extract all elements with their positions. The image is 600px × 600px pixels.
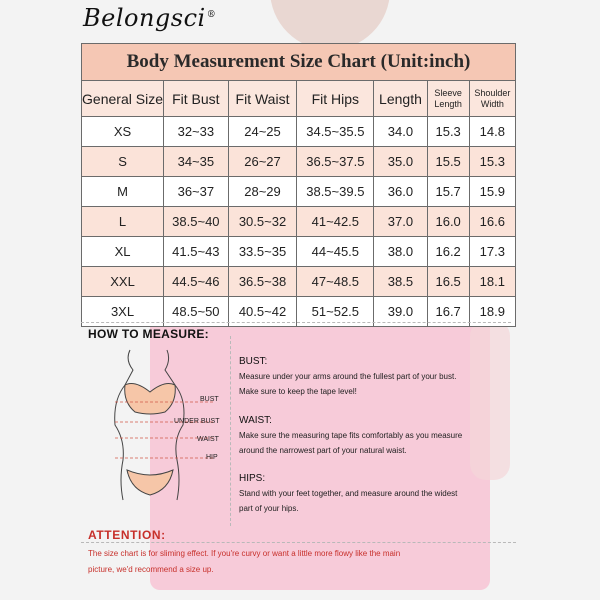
chart-title: Body Measurement Size Chart (Unit:inch) [82, 44, 516, 81]
sleeve-cell: 16.0 [427, 207, 469, 237]
shoulder-cell: 15.3 [469, 147, 515, 177]
size-cell: XS [82, 117, 164, 147]
length-cell: 36.0 [374, 177, 427, 207]
shoulder-cell: 17.3 [469, 237, 515, 267]
bust-cell: 36~37 [164, 177, 229, 207]
section-divider [81, 322, 511, 323]
sleeve-cell: 15.3 [427, 117, 469, 147]
waist-cell: 26~27 [228, 147, 297, 177]
size-cell: 3XL [82, 297, 164, 327]
figure-label-under-bust: UNDER BUST [174, 418, 220, 425]
size-cell: M [82, 177, 164, 207]
bust-cell: 32~33 [164, 117, 229, 147]
bust-cell: 38.5~40 [164, 207, 229, 237]
bust-instructions: Measure under your arms around the fullest part of your bust. Make sure to keep the tape level! [239, 372, 457, 396]
bust-cell: 41.5~43 [164, 237, 229, 267]
brand-logo: Belongsci® [83, 4, 217, 32]
hips-cell: 38.5~39.5 [297, 177, 374, 207]
body-figure-illustration [95, 340, 235, 520]
table-row [82, 237, 516, 267]
table-row [82, 147, 516, 177]
length-cell: 37.0 [374, 207, 427, 237]
length-cell: 38.5 [374, 267, 427, 297]
size-chart-table [81, 43, 516, 327]
size-cell: XXL [82, 267, 164, 297]
shoulder-cell: 18.1 [469, 267, 515, 297]
sleeve-cell: 16.7 [427, 297, 469, 327]
shoulder-cell: 15.9 [469, 177, 515, 207]
header-fit-hips: Fit Hips [297, 81, 374, 117]
table-row [82, 117, 516, 147]
hips-cell: 41~42.5 [297, 207, 374, 237]
header-fit-bust: Fit Bust [164, 81, 229, 117]
sleeve-cell: 16.5 [427, 267, 469, 297]
bust-heading: BUST: [239, 356, 268, 367]
length-cell: 34.0 [374, 117, 427, 147]
waist-cell: 28~29 [228, 177, 297, 207]
header-general-size: General Size [82, 81, 164, 117]
size-cell: XL [82, 237, 164, 267]
hips-cell: 47~48.5 [297, 267, 374, 297]
length-cell: 38.0 [374, 237, 427, 267]
hips-heading: HIPS: [239, 473, 266, 484]
size-cell: L [82, 207, 164, 237]
bust-cell: 44.5~46 [164, 267, 229, 297]
attention-title: ATTENTION: [88, 528, 166, 542]
header-length: Length [374, 81, 427, 117]
header-shoulder-width: Shoulder Width [469, 81, 515, 117]
shoulder-cell: 16.6 [469, 207, 515, 237]
sleeve-cell: 15.5 [427, 147, 469, 177]
length-cell: 35.0 [374, 147, 427, 177]
header-fit-waist: Fit Waist [228, 81, 297, 117]
figure-label-waist: WAIST [197, 436, 219, 443]
waist-cell: 24~25 [228, 117, 297, 147]
hips-cell: 51~52.5 [297, 297, 374, 327]
how-to-measure-title: HOW TO MEASURE: [88, 327, 209, 341]
bust-cell: 34~35 [164, 147, 229, 177]
size-cell: S [82, 147, 164, 177]
figure-label-hip: HIP [206, 454, 218, 461]
shoulder-cell: 14.8 [469, 117, 515, 147]
length-cell: 39.0 [374, 297, 427, 327]
waist-instructions: Make sure the measuring tape fits comfortably as you measure around the narrowest part of your natural waist. [239, 431, 463, 455]
sleeve-cell: 16.2 [427, 237, 469, 267]
figure-label-bust: BUST [200, 396, 219, 403]
waist-cell: 40.5~42 [228, 297, 297, 327]
table-row [82, 177, 516, 207]
table-row [82, 207, 516, 237]
shoulder-cell: 18.9 [469, 297, 515, 327]
waist-cell: 30.5~32 [228, 207, 297, 237]
waist-heading: WAIST: [239, 415, 272, 426]
hips-cell: 34.5~35.5 [297, 117, 374, 147]
sleeve-cell: 15.7 [427, 177, 469, 207]
waist-cell: 33.5~35 [228, 237, 297, 267]
header-row [82, 81, 516, 117]
waist-cell: 36.5~38 [228, 267, 297, 297]
attention-text: The size chart is for sliming effect. If you're curvy or want a little more flowy like the main picture, we'd recommend a size up. [88, 549, 401, 574]
bust-cell: 48.5~50 [164, 297, 229, 327]
header-sleeve-length: Sleeve Length [427, 81, 469, 117]
attention-divider [81, 542, 516, 543]
hips-instructions: Stand with your feet together, and measure around the widest part of your hips. [239, 489, 458, 513]
hips-cell: 44~45.5 [297, 237, 374, 267]
hips-cell: 36.5~37.5 [297, 147, 374, 177]
table-row [82, 267, 516, 297]
